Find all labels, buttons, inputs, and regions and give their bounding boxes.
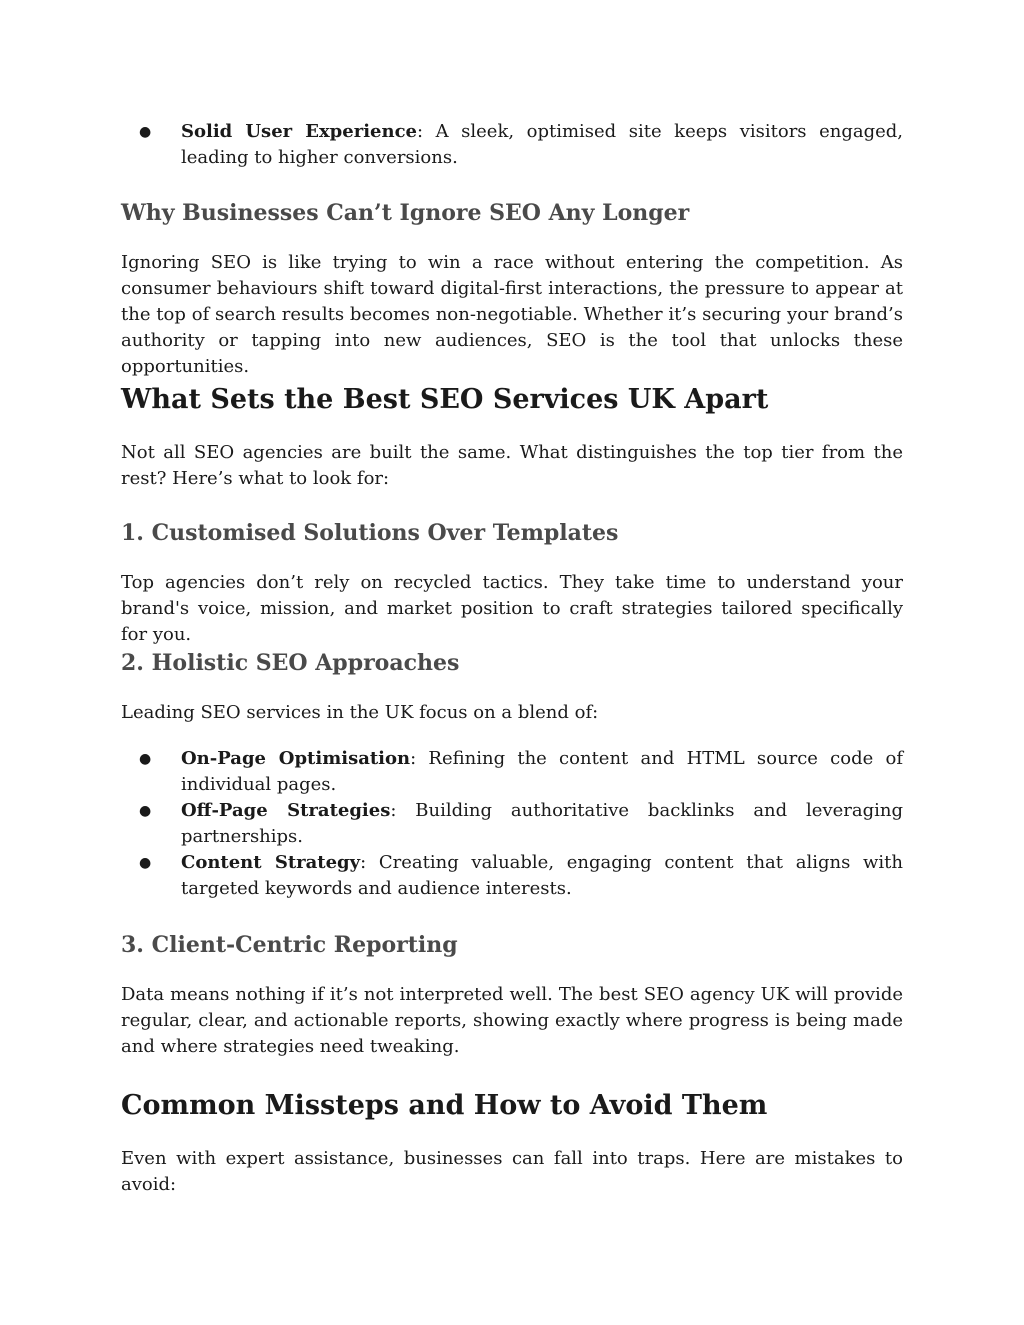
bullet-term: Solid User Experience <box>181 121 417 142</box>
list-item <box>121 798 903 850</box>
heading-customised-solutions: 1. Customised Solutions Over Templates <box>121 520 619 546</box>
bullet-term: Off-Page Strategies <box>181 800 391 821</box>
heading-holistic-approaches: 2. Holistic SEO Approaches <box>121 650 460 676</box>
list-item <box>121 850 903 902</box>
bullet-dot-icon: ● <box>139 124 152 140</box>
list-item <box>121 119 903 171</box>
bullet-dot-icon: ● <box>139 855 152 871</box>
paragraph-client-reporting: Data means nothing if it’s not interpreted well. The best SEO agency UK will provide regular, clear, and actionable reports, showing exactly where progress is being made and where strategies need tweaking. <box>121 984 903 1057</box>
bullet-term: Content Strategy <box>181 852 361 873</box>
holistic-bullet-list <box>121 746 903 902</box>
paragraph-common-missteps: Even with expert assistance, businesses can fall into traps. Here are mistakes to avoid: <box>121 1148 903 1195</box>
paragraph-customised-solutions: Top agencies don’t rely on recycled tactics. They take time to understand your brand's voice, mission, and market position to craft strategies tailored specifically for you. <box>121 572 903 645</box>
heading-best-seo-services: What Sets the Best SEO Services UK Apart <box>121 384 769 415</box>
bullet-dot-icon: ● <box>139 803 152 819</box>
bullet-text: : Creating valuable, engaging content that aligns with targeted keywords and audience interests. <box>181 852 903 899</box>
bullet-text: : A sleek, optimised site keeps visitors engaged, leading to higher conversions. <box>181 121 904 168</box>
heading-client-reporting: 3. Client-Centric Reporting <box>121 932 458 958</box>
paragraph-best-seo-services: Not all SEO agencies are built the same. What distinguishes the top tier from the rest? Here’s what to look for: <box>121 442 903 489</box>
bullet-text: : Refining the content and HTML source code of individual pages. <box>181 748 903 795</box>
heading-common-missteps: Common Missteps and How to Avoid Them <box>121 1090 768 1121</box>
heading-why-businesses: Why Businesses Can’t Ignore SEO Any Longer <box>121 200 690 226</box>
list-item <box>121 746 903 798</box>
bullet-dot-icon: ● <box>139 751 152 767</box>
paragraph-holistic-approaches: Leading SEO services in the UK focus on a blend of: <box>121 702 599 723</box>
paragraph-why-businesses: Ignoring SEO is like trying to win a race without entering the competition. As consumer behaviours shift toward digital-first interactions, the pressure to appear at the top of search results becomes non-negotiable. Whether it’s securing your brand’s authority or tapping into new audiences, SEO is the tool that unlocks these opportunities. <box>121 252 903 377</box>
bullet-text: : Building authoritative backlinks and leveraging partnerships. <box>181 800 904 847</box>
bullet-term: On-Page Optimisation <box>181 748 411 769</box>
intro-bullet-list <box>121 119 903 171</box>
